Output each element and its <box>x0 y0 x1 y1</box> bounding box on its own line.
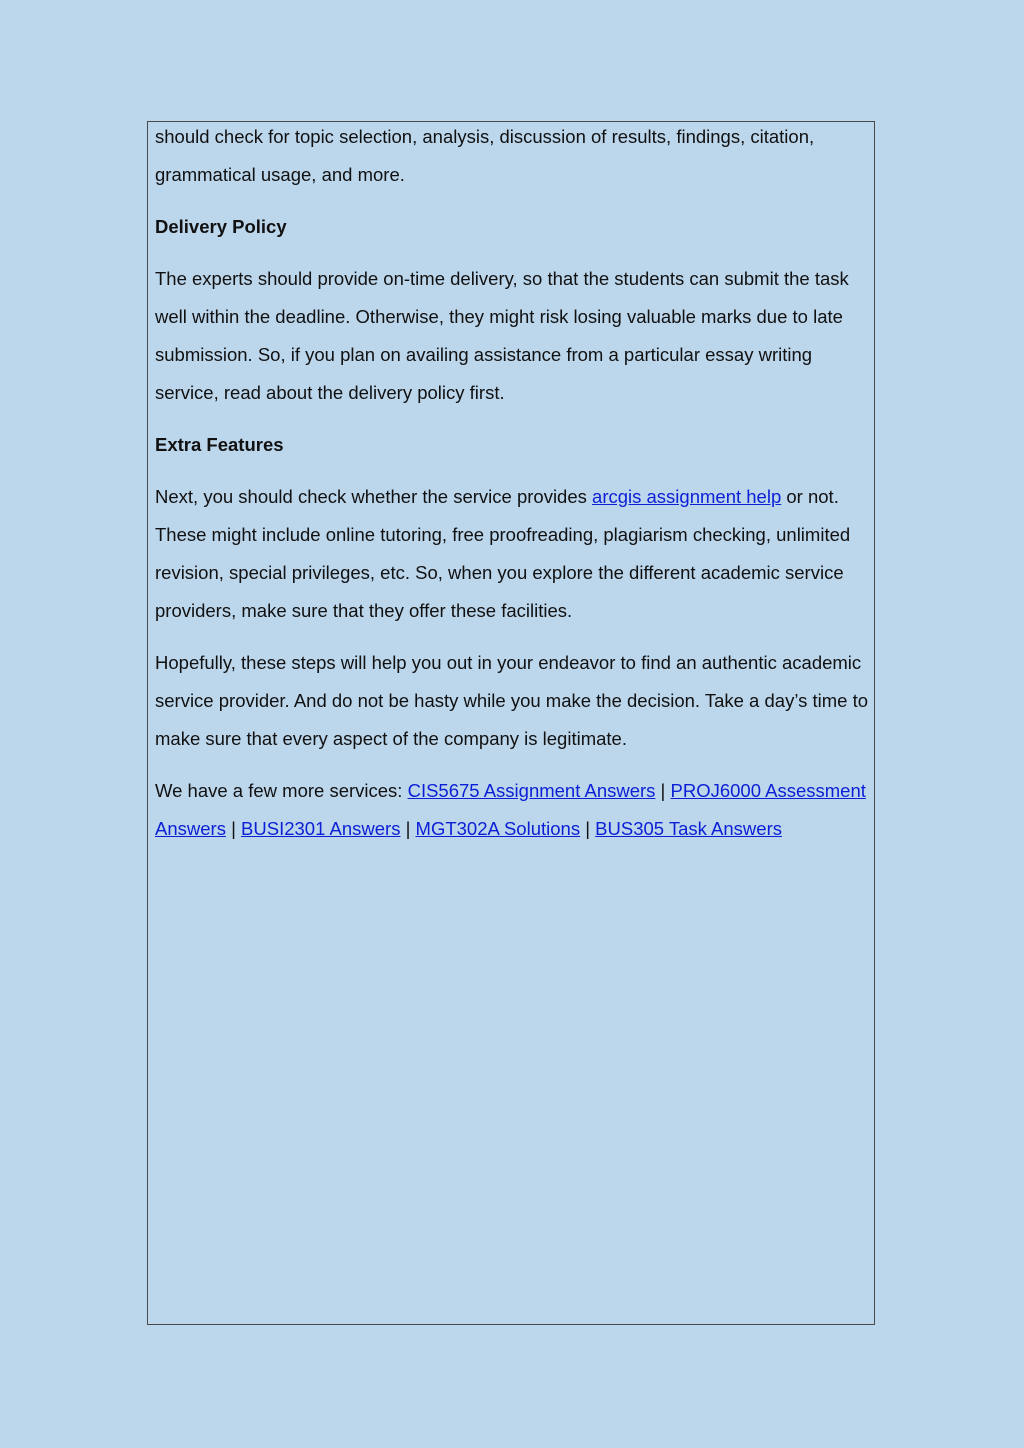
document-body <box>155 118 870 862</box>
closing-paragraph: Hopefully, these steps will help you out in your endeavor to find an authentic academic service provider. And do not be hasty while you make the decision. Take a day’s time to make sure that every aspect of the company is legitimate. <box>155 652 868 749</box>
services-paragraph <box>155 772 870 848</box>
service-link-bus305[interactable]: BUS305 Task Answers <box>595 818 782 839</box>
separator: | <box>400 818 416 839</box>
intro-paragraph: should check for topic selection, analysis, discussion of results, findings, citation, grammatical usage, and more. <box>155 126 815 185</box>
extra-text-after-link: or not. These might include online tutoring, free proofreading, plagiarism checking, unlimited revision, special privileges, etc. So, when you explore the different academic service providers, make sure that they offer these facilities. <box>155 486 851 621</box>
extra-features-paragraph <box>155 478 870 630</box>
service-link-busi2301[interactable]: BUSI2301 Answers <box>241 818 401 839</box>
separator: | <box>580 818 596 839</box>
services-lead-text: We have a few more services: <box>155 780 408 801</box>
delivery-policy-paragraph: The experts should provide on-time delivery, so that the students can submit the task well within the deadline. Otherwise, they might risk losing valuable marks due to late submission. So, if you plan on availing assistance from a particular essay writing service, read about the delivery policy first. <box>155 268 849 403</box>
delivery-policy-heading: Delivery Policy <box>155 216 287 237</box>
service-link-cis5675[interactable]: CIS5675 Assignment Answers <box>407 780 656 801</box>
separator: | <box>225 818 242 839</box>
arcgis-assignment-help-link[interactable]: arcgis assignment help <box>592 486 782 507</box>
service-link-proj6000[interactable]: PROJ6000 Assessment Answers <box>155 780 866 839</box>
extra-text-before-link: Next, you should check whether the service provides <box>155 486 593 507</box>
service-link-mgt302a[interactable]: MGT302A Solutions <box>415 818 581 839</box>
separator: | <box>655 780 671 801</box>
extra-features-heading: Extra Features <box>155 434 284 455</box>
